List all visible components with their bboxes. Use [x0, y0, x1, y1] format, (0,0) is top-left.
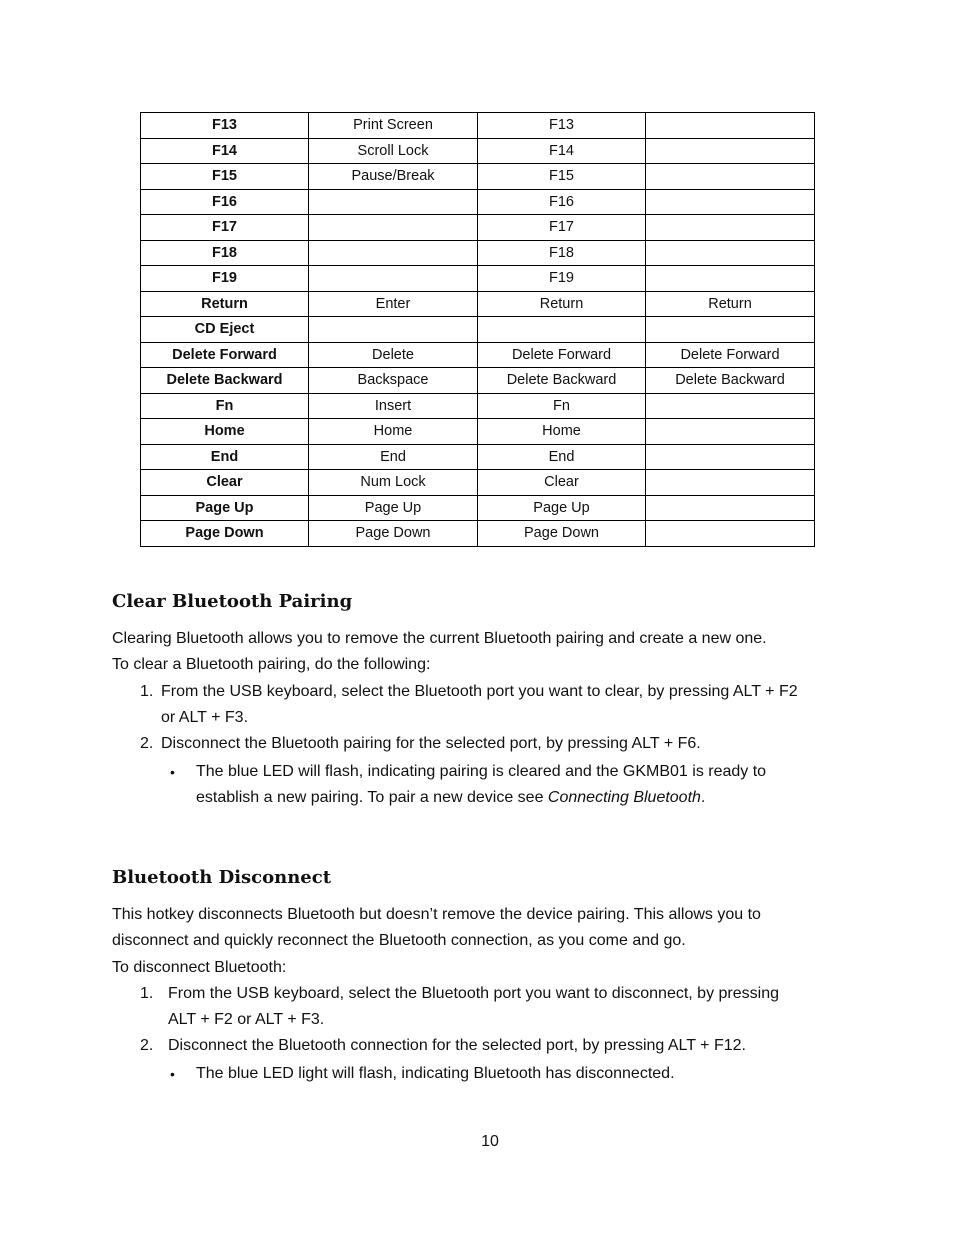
table-row [141, 342, 815, 368]
mapping-cell: F17 [478, 215, 646, 241]
mapping-cell: Fn [478, 393, 646, 419]
mapping-cell: Delete Forward [478, 342, 646, 368]
mapping-cell [309, 266, 478, 292]
mapping-cell: Delete Backward [478, 368, 646, 394]
disconnect-step-2-line-1: Disconnect the Bluetooth connection for the selected port, by pressing ALT + F12. [168, 1037, 746, 1054]
mapping-cell: Enter [309, 291, 478, 317]
mapping-cell: End [478, 444, 646, 470]
disconnect-step-1-line-2: ALT + F2 or ALT + F3. [168, 1011, 325, 1028]
disconnect-heading: Bluetooth Disconnect [112, 867, 332, 888]
disconnect-bullet-icon: • [170, 1066, 175, 1082]
mapping-cell: Backspace [309, 368, 478, 394]
key-name-cell: End [141, 444, 309, 470]
mapping-cell: Home [478, 419, 646, 445]
key-mapping-table [140, 112, 815, 547]
table-row [141, 317, 815, 343]
mapping-cell: Delete Forward [646, 342, 815, 368]
mapping-cell: Print Screen [309, 113, 478, 139]
mapping-cell: F19 [478, 266, 646, 292]
key-name-cell: F18 [141, 240, 309, 266]
page-number: 10 [481, 1133, 499, 1150]
mapping-cell [646, 419, 815, 445]
mapping-cell: Delete [309, 342, 478, 368]
table-row [141, 266, 815, 292]
mapping-cell: Delete Backward [646, 368, 815, 394]
mapping-cell: F14 [478, 138, 646, 164]
mapping-cell [646, 138, 815, 164]
key-name-cell: F15 [141, 164, 309, 190]
key-name-cell: F19 [141, 266, 309, 292]
mapping-cell [646, 393, 815, 419]
mapping-cell [646, 444, 815, 470]
key-name-cell: Clear [141, 470, 309, 496]
mapping-cell: Clear [478, 470, 646, 496]
table-row [141, 393, 815, 419]
mapping-cell [646, 215, 815, 241]
disconnect-step-1-line-1: From the USB keyboard, select the Bluetooth port you want to disconnect, by pressing [168, 985, 779, 1002]
key-name-cell: Delete Backward [141, 368, 309, 394]
mapping-cell: Return [646, 291, 815, 317]
table-row [141, 164, 815, 190]
disconnect-intro-line-2: disconnect and quickly reconnect the Bluetooth connection, as you come and go. [112, 932, 686, 949]
mapping-cell: Page Down [478, 521, 646, 547]
clear-step-1-number: 1. [140, 683, 154, 700]
key-name-cell: Delete Forward [141, 342, 309, 368]
key-name-cell: Page Down [141, 521, 309, 547]
mapping-cell [309, 189, 478, 215]
mapping-cell: Page Down [309, 521, 478, 547]
mapping-cell [646, 164, 815, 190]
mapping-cell: F13 [478, 113, 646, 139]
mapping-cell [646, 470, 815, 496]
disconnect-step-2-number: 2. [140, 1037, 154, 1054]
table-row [141, 215, 815, 241]
mapping-cell [646, 113, 815, 139]
disconnect-step-1-number: 1. [140, 985, 154, 1002]
mapping-cell [646, 521, 815, 547]
mapping-cell: F15 [478, 164, 646, 190]
clear-bullet-line-2-end: . [700, 789, 706, 806]
disconnect-bullet-line-1: The blue LED light will flash, indicating Bluetooth has disconnected. [196, 1065, 675, 1082]
table-row [141, 113, 815, 139]
key-name-cell: F14 [141, 138, 309, 164]
table-row [141, 368, 815, 394]
mapping-cell: Page Up [478, 495, 646, 521]
table-row [141, 240, 815, 266]
clear-bullet-line-2 [196, 785, 916, 811]
key-name-cell: Home [141, 419, 309, 445]
clear-bullet-icon: • [170, 764, 175, 780]
disconnect-intro-line-1: This hotkey disconnects Bluetooth but doesn’t remove the device pairing. This allows you to [112, 906, 761, 923]
clear-step-1-line-2: or ALT + F3. [161, 709, 249, 726]
mapping-cell: F18 [478, 240, 646, 266]
table-row [141, 291, 815, 317]
mapping-cell: Home [309, 419, 478, 445]
table-row [141, 189, 815, 215]
mapping-cell [478, 317, 646, 343]
key-name-cell: Page Up [141, 495, 309, 521]
clear-intro-line-1: Clearing Bluetooth allows you to remove the current Bluetooth pairing and create a new one. [112, 630, 767, 647]
mapping-cell [646, 317, 815, 343]
table-row [141, 419, 815, 445]
clear-bullet-line-2-text: establish a new pairing. To pair a new device see [196, 789, 548, 806]
mapping-cell [309, 240, 478, 266]
table-row [141, 495, 815, 521]
key-name-cell: F13 [141, 113, 309, 139]
connecting-bluetooth-reference: Connecting Bluetooth [547, 789, 701, 806]
mapping-cell: Pause/Break [309, 164, 478, 190]
key-name-cell: Fn [141, 393, 309, 419]
mapping-cell [646, 189, 815, 215]
key-name-cell: CD Eject [141, 317, 309, 343]
mapping-cell [309, 215, 478, 241]
table-row [141, 521, 815, 547]
mapping-cell: Page Up [309, 495, 478, 521]
mapping-cell [309, 317, 478, 343]
clear-pairing-heading: Clear Bluetooth Pairing [112, 591, 353, 612]
clear-step-2-number: 2. [140, 735, 154, 752]
clear-step-1-line-1: From the USB keyboard, select the Bluetooth port you want to clear, by pressing ALT + F2 [161, 683, 798, 700]
clear-bullet-line-1: The blue LED will flash, indicating pairing is cleared and the GKMB01 is ready to [196, 763, 767, 780]
mapping-cell [646, 240, 815, 266]
clear-step-2-line-1: Disconnect the Bluetooth pairing for the selected port, by pressing ALT + F6. [161, 735, 701, 752]
mapping-cell [646, 495, 815, 521]
clear-intro-line-2: To clear a Bluetooth pairing, do the following: [112, 656, 431, 673]
table-row [141, 138, 815, 164]
mapping-cell: Insert [309, 393, 478, 419]
key-name-cell: F16 [141, 189, 309, 215]
mapping-cell [646, 266, 815, 292]
mapping-cell: Num Lock [309, 470, 478, 496]
mapping-cell: Return [478, 291, 646, 317]
mapping-cell: Scroll Lock [309, 138, 478, 164]
mapping-cell: F16 [478, 189, 646, 215]
key-name-cell: Return [141, 291, 309, 317]
mapping-cell: End [309, 444, 478, 470]
table-row [141, 444, 815, 470]
key-name-cell: F17 [141, 215, 309, 241]
table-row [141, 470, 815, 496]
disconnect-intro-line-3: To disconnect Bluetooth: [112, 959, 287, 976]
key-mapping-table-body [141, 113, 815, 547]
